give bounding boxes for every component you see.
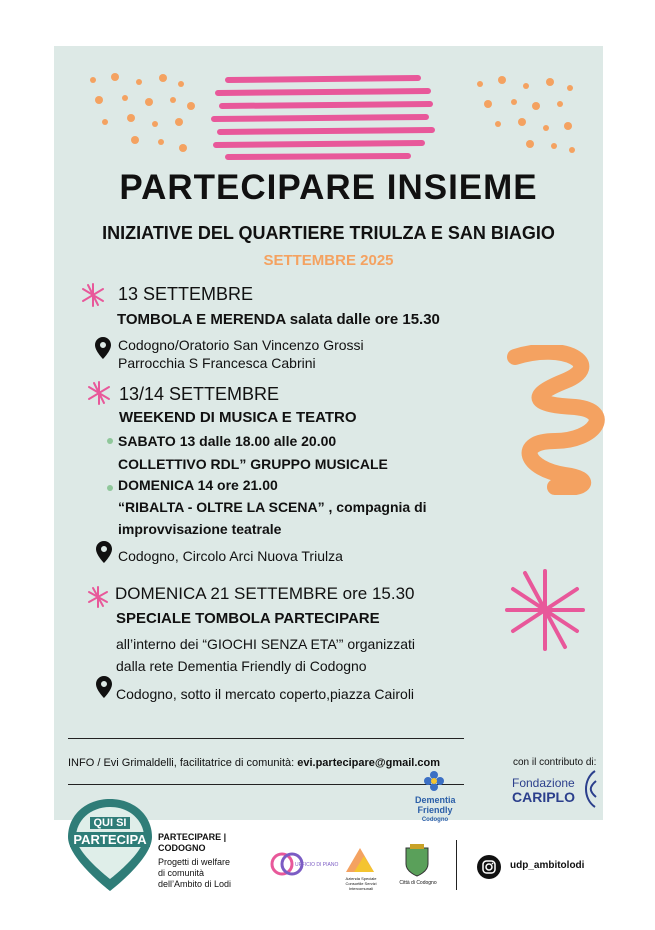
event2-item2-line2: “RIBALTA - OLTRE LA SCENA” , compagnia di: [118, 499, 427, 515]
dots-decoration-left: [85, 70, 205, 160]
fondazione-text: Fondazione: [512, 776, 575, 790]
event2-date: 13/14 SETTEMBRE: [119, 384, 280, 404]
event3-location: Codogno, sotto il mercato coperto,piazza Cairoli: [116, 686, 415, 702]
cariplo-text: CARIPLO: [512, 789, 575, 805]
contrib-label: con il contributo di:: [513, 757, 597, 768]
cariplo-logo-icon: [581, 769, 599, 809]
vertical-divider: [456, 840, 457, 890]
logo1-text: UFFICIO DI PIANO: [295, 862, 339, 868]
dementia-logo-text: Dementia Friendly Codogno: [415, 795, 456, 823]
city-crest-icon: [402, 842, 432, 878]
instagram-icon[interactable]: [477, 855, 501, 879]
event3-title: SPECIALE TOMBOLA PARTECIPARE: [116, 610, 380, 627]
event2-location: Codogno, Circolo Arci Nuova Triulza: [118, 548, 343, 564]
location-pin-icon: [95, 337, 111, 359]
event3-desc-line2: dalla rete Dementia Friendly di Codogno: [116, 658, 367, 674]
event2-title: WEEKEND DI MUSICA E TEATRO: [119, 409, 357, 426]
logo2-text: Azienda Speciale Consortile Servizi Intercomunali: [345, 876, 377, 891]
location-pin-icon: [96, 676, 112, 698]
event2-item2-line3: improvvisazione teatrale: [118, 521, 282, 537]
poster-title: PARTECIPARE INSIEME: [119, 168, 538, 207]
poster-subtitle: INIZIATIVE DEL QUARTIERE TRIULZA E SAN BIAGIO: [102, 223, 555, 243]
location-pin-icon: [96, 541, 112, 563]
asterisk-icon: [86, 380, 112, 406]
bullet-dot: [107, 485, 113, 491]
poster-month: SETTEMBRE 2025: [263, 252, 394, 269]
azienda-logo-icon: [342, 844, 378, 876]
event3-date: DOMENICA 21 SETTEMBRE ore 15.30: [115, 584, 415, 603]
pink-stripes-decoration: [208, 72, 438, 164]
org-text: PARTECIPARE | CODOGNO Progetti di welfare di comunità dell’Ambito di Lodi: [158, 832, 232, 889]
instagram-handle[interactable]: udp_ambitolodi: [510, 860, 585, 871]
bullet-dot: [107, 438, 113, 444]
flower-icon: [423, 770, 445, 792]
event2-item2-line1: DOMENICA 14 ore 21.00: [118, 477, 278, 493]
dots-decoration-right: [470, 72, 580, 162]
event1-location-line1: Codogno/Oratorio San Vincenzo Grossi: [118, 337, 364, 353]
asterisk-icon: [86, 585, 110, 609]
event1-title: TOMBOLA E MERENDA salata dalle ore 15.30: [117, 311, 440, 328]
event2-item1-line2: COLLETTIVO RDL” GRUPPO MUSICALE: [118, 456, 388, 472]
event2-item1-line1: SABATO 13 dalle 18.00 alle 20.00: [118, 433, 337, 449]
asterisk-icon: [80, 282, 106, 308]
info-email[interactable]: evi.partecipare@gmail.com: [297, 757, 441, 769]
badge-line1: QUI SI: [64, 817, 156, 829]
info-text: INFO / Evi Grimaldelli, facilitatrice di comunità: evi.partecipare@gmail.com: [68, 757, 441, 769]
divider-line: [68, 738, 464, 739]
starburst-decoration: [505, 565, 585, 655]
event1-date: 13 SETTEMBRE: [118, 284, 254, 304]
squiggle-decoration: [505, 345, 605, 495]
event3-desc-line1: all’interno dei “GIOCHI SENZA ETA’” organizzati: [116, 636, 416, 652]
logo3-text: Città di Codogno: [399, 880, 437, 886]
badge-line2: PARTECIPA: [64, 832, 156, 847]
divider-line: [68, 784, 464, 785]
event1-location-line2: Parrocchia S Francesca Cabrini: [118, 355, 316, 371]
